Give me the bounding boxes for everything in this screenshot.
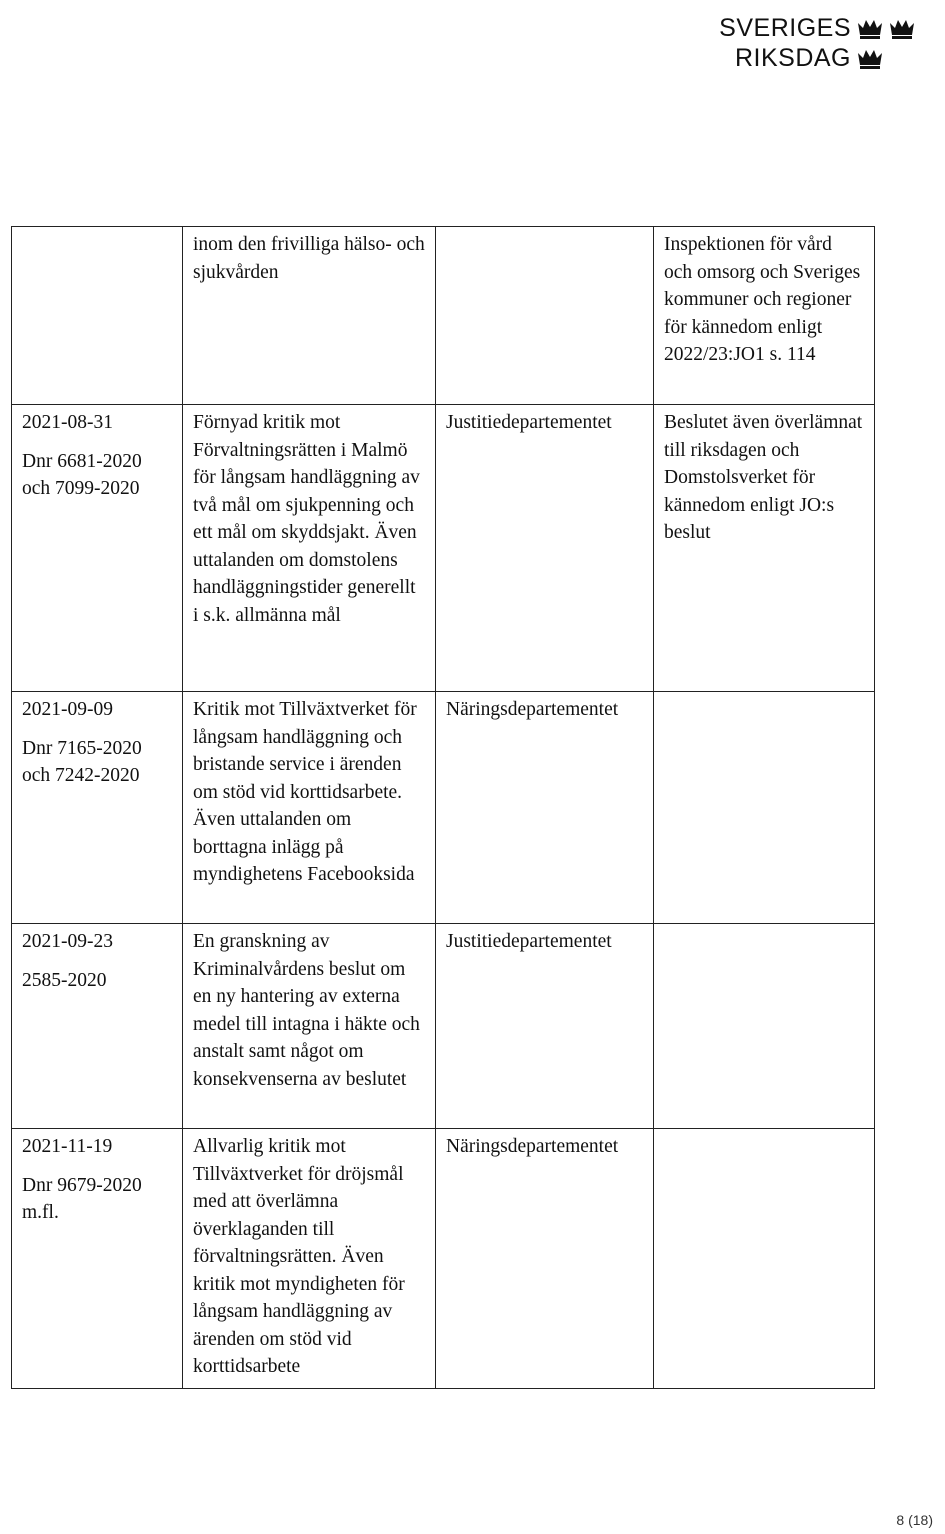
table-row [12, 924, 875, 1129]
date-cell [12, 924, 183, 1129]
date-cell [12, 227, 183, 405]
note-cell: Inspektionen för vård och omsorg och Sveriges kommuner och regioner för kännedom enligt 2022/23:JO1 s. 114 [654, 227, 875, 405]
table-row [12, 405, 875, 692]
crown-icon [857, 17, 883, 39]
logo-line-2 [735, 44, 883, 72]
subject-cell: Förnyad kritik mot Förvaltningsrätten i Malmö för långsam handläggning av två mål om sjukpenning och ett mål om skyddsjakt. Även uttalanden om domstolens handläggningstider generellt i s.k. allmänna mål [183, 405, 436, 692]
decision-date: 2021-09-23 [22, 931, 113, 952]
note-cell: Beslutet även överlämnat till riksdagen och Domstolsverket för kännedom enligt JO:s beslut [654, 405, 875, 692]
date-cell [12, 692, 183, 924]
decision-date: 2021-09-09 [22, 699, 113, 720]
decisions-table [11, 226, 875, 1389]
decision-date: 2021-11-19 [22, 1136, 113, 1157]
note-cell [654, 924, 875, 1129]
crown-icon [889, 17, 915, 39]
table-row [12, 1129, 875, 1389]
case-number: Dnr 7165-2020 och 7242-2020 [22, 737, 142, 786]
department-cell: Justitiedepartementet [436, 924, 654, 1129]
subject-cell: Kritik mot Tillväxtverket för långsam handläggning och bristande service i ärenden om stöd vid korttidsarbete. Även uttalanden om borttagna inlägg på myndighetens Facebooksida [183, 692, 436, 924]
riksdag-logo [719, 8, 915, 72]
page-number: 8 (18) [896, 1512, 933, 1528]
case-number: Dnr 9679-2020 m.fl. [22, 1174, 142, 1223]
case-number: Dnr 6681-2020 och 7099-2020 [22, 450, 142, 499]
logo-text-riksdag: RIKSDAG [734, 44, 851, 72]
decision-date: 2021-08-31 [22, 412, 113, 433]
department-cell: Näringsdepartementet [436, 1129, 654, 1389]
date-cell [12, 405, 183, 692]
department-cell: Justitiedepartementet [436, 405, 654, 692]
department-cell [436, 227, 654, 405]
department-cell: Näringsdepartementet [436, 692, 654, 924]
date-cell [12, 1129, 183, 1389]
subject-cell: inom den frivilliga hälso- och sjukvården [183, 227, 436, 405]
case-number: 2585-2020 [22, 969, 107, 991]
logo-text-sveriges: SVERIGES [719, 14, 851, 42]
note-cell [654, 1129, 875, 1389]
table-row [12, 227, 875, 405]
subject-cell: Allvarlig kritik mot Tillväxtverket för dröjsmål med att överlämna överklaganden till förvaltningsrätten. Även kritik mot myndigheten för långsam handläggning av ärenden om stöd vid korttidsarbete [183, 1129, 436, 1389]
logo-line-1 [719, 14, 915, 42]
note-cell [654, 692, 875, 924]
table-row [12, 692, 875, 924]
subject-cell: En granskning av Kriminalvårdens beslut om en ny hantering av externa medel till intagna i häkte och anstalt samt något om konsekvenserna av beslutet [183, 924, 436, 1129]
crown-icon [857, 47, 883, 69]
